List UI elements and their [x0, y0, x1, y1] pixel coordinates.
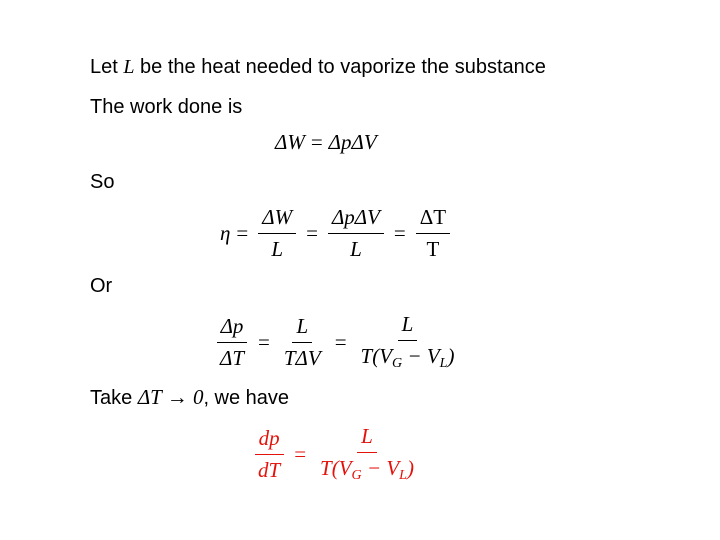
denominator — [316, 453, 418, 484]
equals-sign: = — [310, 130, 323, 154]
limit-post: , we have — [203, 387, 290, 409]
subscript-g: G — [392, 356, 403, 371]
intro-line — [90, 56, 546, 79]
numerator: ΔT — [416, 205, 450, 234]
numerator: ΔW — [258, 205, 296, 234]
den-post: ) — [406, 456, 414, 480]
denominator — [357, 341, 459, 372]
fraction-l-volume-diff — [316, 424, 418, 484]
equals-sign: = — [258, 329, 270, 354]
numerator: L — [398, 312, 418, 341]
work-rhs: ΔpΔV — [328, 130, 377, 154]
numerator: L — [357, 424, 377, 453]
limit-math: ΔT → 0 — [137, 385, 204, 409]
or-line: Or — [90, 275, 113, 297]
fraction-pdv-heat — [328, 205, 384, 262]
intro-pre: Let — [90, 56, 124, 78]
denominator: L — [350, 237, 362, 261]
fraction-l-tdv — [280, 314, 325, 371]
denominator: dT — [258, 457, 281, 482]
subscript-g: G — [351, 468, 362, 483]
clausius-clapeyron-equation — [250, 424, 422, 484]
equals-sign: = — [294, 441, 307, 466]
denominator: TΔV — [283, 345, 321, 370]
numerator: L — [292, 314, 312, 343]
denominator: ΔT — [220, 345, 245, 370]
work-equation — [275, 130, 377, 155]
clapeyron-ratio-equation — [212, 312, 462, 372]
fraction-dt-t — [416, 205, 450, 262]
denominator: T — [426, 237, 440, 261]
den-post: ) — [447, 344, 455, 368]
den-mid: − V — [361, 456, 400, 480]
equals-sign: = — [236, 221, 249, 245]
subscript-l: L — [439, 356, 448, 371]
den-mid: − V — [402, 344, 440, 368]
subscript-l: L — [399, 468, 407, 483]
heat-variable: L — [123, 56, 135, 78]
numerator: Δp — [217, 314, 248, 343]
so-line: So — [90, 171, 115, 193]
limit-line — [90, 385, 289, 410]
den-pre: T(V — [320, 456, 352, 480]
equals-sign: = — [306, 221, 318, 245]
work-line: The work done is — [90, 96, 243, 118]
fraction-l-volume-diff — [357, 312, 459, 372]
numerator: ΔpΔV — [328, 205, 384, 234]
equals-sign: = — [334, 329, 347, 354]
denominator: L — [271, 237, 284, 261]
efficiency-equation — [220, 205, 454, 262]
fraction-derivative — [254, 426, 284, 483]
efficiency-symbol: η — [220, 221, 231, 245]
work-lhs: ΔW — [275, 130, 305, 154]
intro-post: be the heat needed to vaporize the substance — [134, 56, 546, 78]
equals-sign: = — [393, 221, 406, 245]
numerator: dp — [255, 426, 284, 455]
fraction-dp-dt — [216, 314, 248, 371]
den-pre: T(V — [360, 344, 393, 368]
fraction-work-heat — [258, 205, 296, 262]
limit-pre: Take — [90, 387, 138, 409]
